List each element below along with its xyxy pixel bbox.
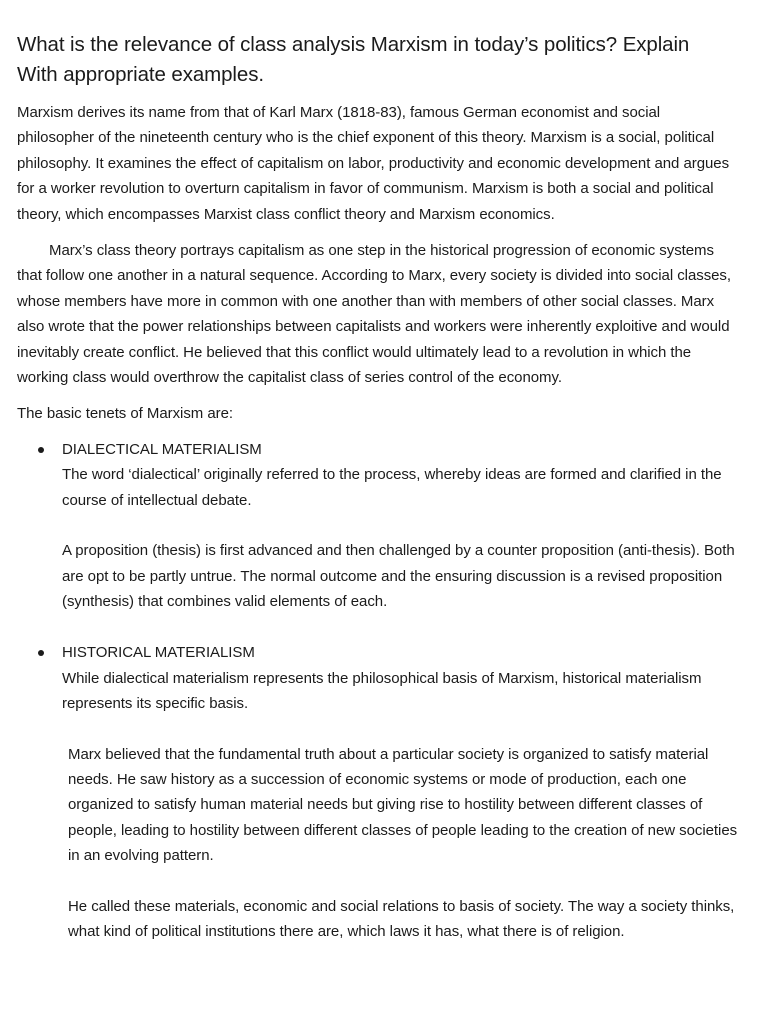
tenet-paragraph: He called these materials, economic and social relations to basis of society. The way a society thinks, what kind of political institutions there are, which laws it has, what there is of religion. (68, 897, 735, 940)
tenet-paragraph: Marx believed that the fundamental truth about a particular society is organized to satisfy material needs. He saw history as a succession of economic systems or mode of production, each one organized to satisfy human material needs but giving rise to hostility between different classes of people, leading to hostility between different classes of people leading to the creation of new societies in an evolving pattern. (68, 745, 738, 865)
bullet-icon (38, 650, 44, 656)
document-title (17, 30, 741, 90)
tenet-paragraph: A proposition (thesis) is first advanced and then challenged by a counter proposition (anti-thesis). Both are opt to be partly untrue. The normal outcome and the ensuring discussion is a revised proposition (synthesis) that combines valid elements of each. (62, 542, 735, 610)
tenet-paragraph: While dialectical materialism represents the philosophical basis of Marxism, historical materialism represents its specific basis. (62, 669, 702, 713)
class-theory-paragraph: Marx’s class theory portrays capitalism as one step in the historical progression of economic systems that follow one another in a natural sequence. According to Marx, every society is divided into social classes, whose members have more in common with one another than with members of other social classes. Marx also wrote that the power relationships between capitalists and workers were inherently exploitive and would inevitably create conflict. He believed that this conflict would ultimately lead to a revolution in which the working class would overthrow the capitalist class of series control of the economy. (17, 242, 732, 387)
tenet-dialectical-materialism (17, 437, 741, 614)
tenet-paragraph: The word ‘dialectical’ originally referred to the process, whereby ideas are formed and clarified in the course of intellectual debate. (62, 466, 722, 509)
bullet-icon (38, 447, 44, 453)
intro-paragraph: Marxism derives its name from that of Karl Marx (1818-83), famous German economist and social philosopher of the nineteenth century who is the chief exponent of this theory. Marxism is a social, political philosophy. It examines the effect of capitalism on labor, productivity and economic development and argues for a worker revolution to overturn capitalism in favor of communism. Marxism is both a social and political theory, which encompasses Marxist class conflict theory and Marxism economics. (17, 104, 730, 223)
tenet-historical-materialism (17, 640, 741, 944)
title-line-2: With appropriate examples. (17, 63, 264, 86)
tenet-heading: HISTORICAL MATERIALISM (62, 644, 255, 662)
title-line-1: What is the relevance of class analysis Marxism in today’s politics? Explain (17, 33, 690, 56)
tenets-intro: The basic tenets of Marxism are: (17, 405, 233, 423)
tenet-heading: DIALECTICAL MATERIALISM (62, 440, 262, 458)
document-page (17, 30, 741, 944)
